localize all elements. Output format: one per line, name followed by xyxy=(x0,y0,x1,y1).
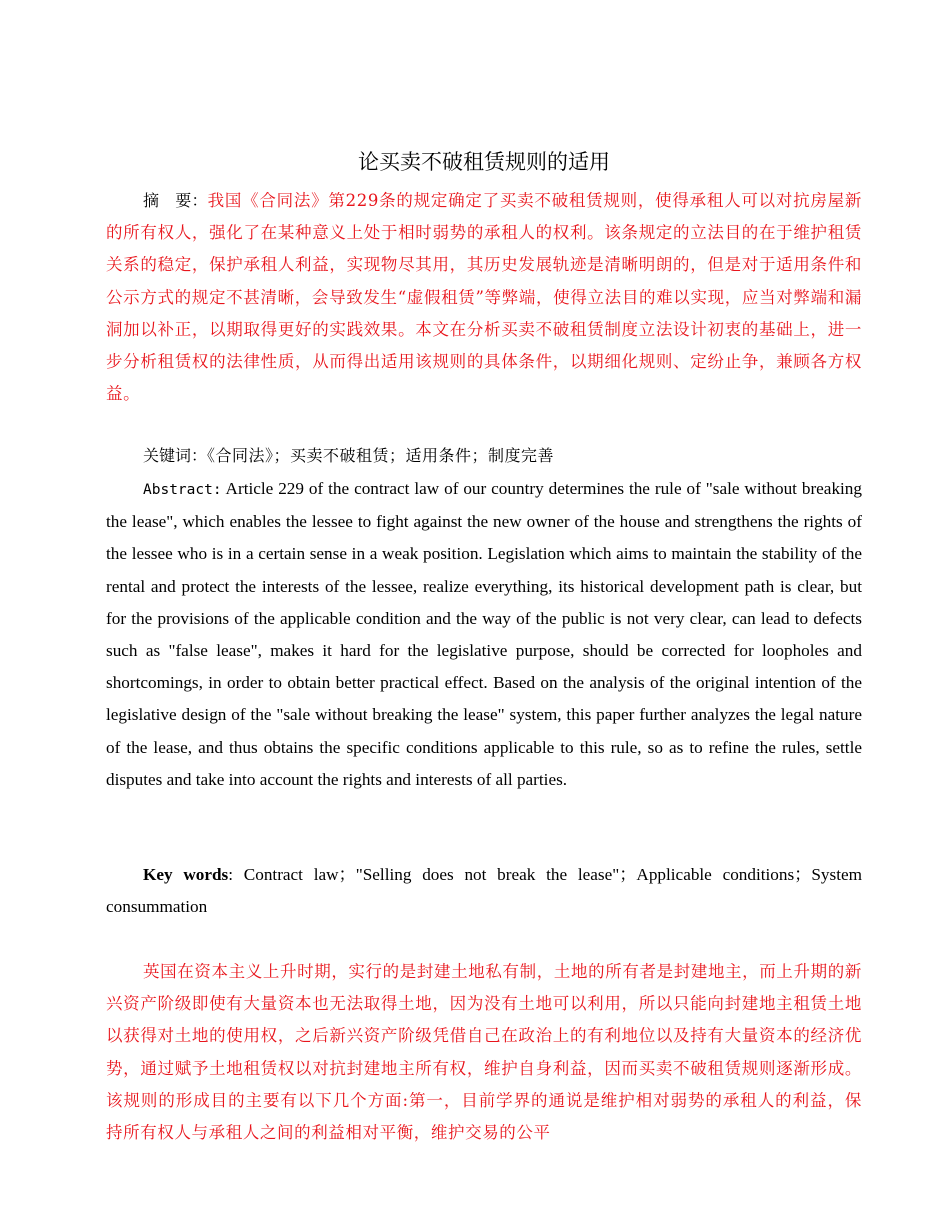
english-keywords-text: : Contract law；"Selling does not break the lease"；Applicable conditions；System consummation xyxy=(106,865,862,917)
chinese-abstract-text: 我国《合同法》第229条的规定确定了买卖不破租赁规则，使得承租人可以对抗房屋新的所有权人，强化了在某种意义上处于相时弱势的承租人的权利。该条规定的立法目的在于维护租赁关系的稳定，保护承租人利益，实现物尽其用，其历史发展轨迹是清晰明朗的，但是对于适用条件和公示方式的规定不甚清晰，会导致发生“虚假租赁”等弊端，使得立法目的难以实现，应当对弊端和漏洞加以补正，以期取得更好的实践效果。本文在分析买卖不破租赁制度立法设计初衷的基础上，进一步分析租赁权的法律性质，从而得出适用该规则的具体条件，以期细化规则、定纷止争，兼顾各方权益。 xyxy=(106,191,862,404)
chinese-keywords-label: 关键词： xyxy=(143,446,208,465)
chinese-abstract xyxy=(106,185,862,410)
english-keywords-label: Key words xyxy=(143,865,229,884)
english-abstract-label: Abstract: xyxy=(143,482,222,498)
english-abstract xyxy=(106,473,862,796)
body-paragraph: 英国在资本主义上升时期，实行的是封建土地私有制，土地的所有者是封建地主，而上升期的新兴资产阶级即使有大量资本也无法取得土地，因为没有土地可以利用，所以只能向封建地主租赁土地以获得对土地的使用权，之后新兴资产阶级凭借自己在政治上的有利地位以及持有大量资本的经济优势，通过赋予土地租赁权以对抗封建地主所有权，维护自身利益，因而买卖不破租赁规则逐渐形成。该规则的形成目的主要有以下几个方面:第一，目前学界的通说是维护相对弱势的承租人的利益，保持所有权人与承租人之间的利益相对平衡，维护交易的公平 xyxy=(106,962,862,1143)
chinese-keywords xyxy=(106,440,862,472)
chinese-keywords-text: 《合同法》；买卖不破租赁；适用条件；制度完善 xyxy=(207,446,555,465)
english-keywords xyxy=(106,859,862,923)
english-abstract-text: Article 229 of the contract law of our country determines the rule of "sale without breaking the lease", which enables the lessee to fight against the new owner of the house and strengthens the rights of the lessee who is in a certain sense in a weak position. Legislation which aims to maintain the stability of the rental and protect the interests of the lessee, realize everything, its historical development path is clear, but for the provisions of the applicable condition and the way of the public is not very clear, can lead to defects such as "false lease", makes it hard for the legislative purpose, should be corrected for loopholes and shortcomings, in order to obtain better practical effect. Based on the analysis of the original intention of the legislative design of the "sale without breaking the lease" system, this paper further analyzes the legal nature of the lease, and thus obtains the specific conditions applicable to this rule, so as to refine the rules, settle disputes and take into account the rights and interests of all parties. xyxy=(106,479,862,789)
paper-title: 论买卖不破租赁规则的适用 xyxy=(358,150,610,174)
chinese-abstract-label: 摘 要： xyxy=(143,191,208,210)
